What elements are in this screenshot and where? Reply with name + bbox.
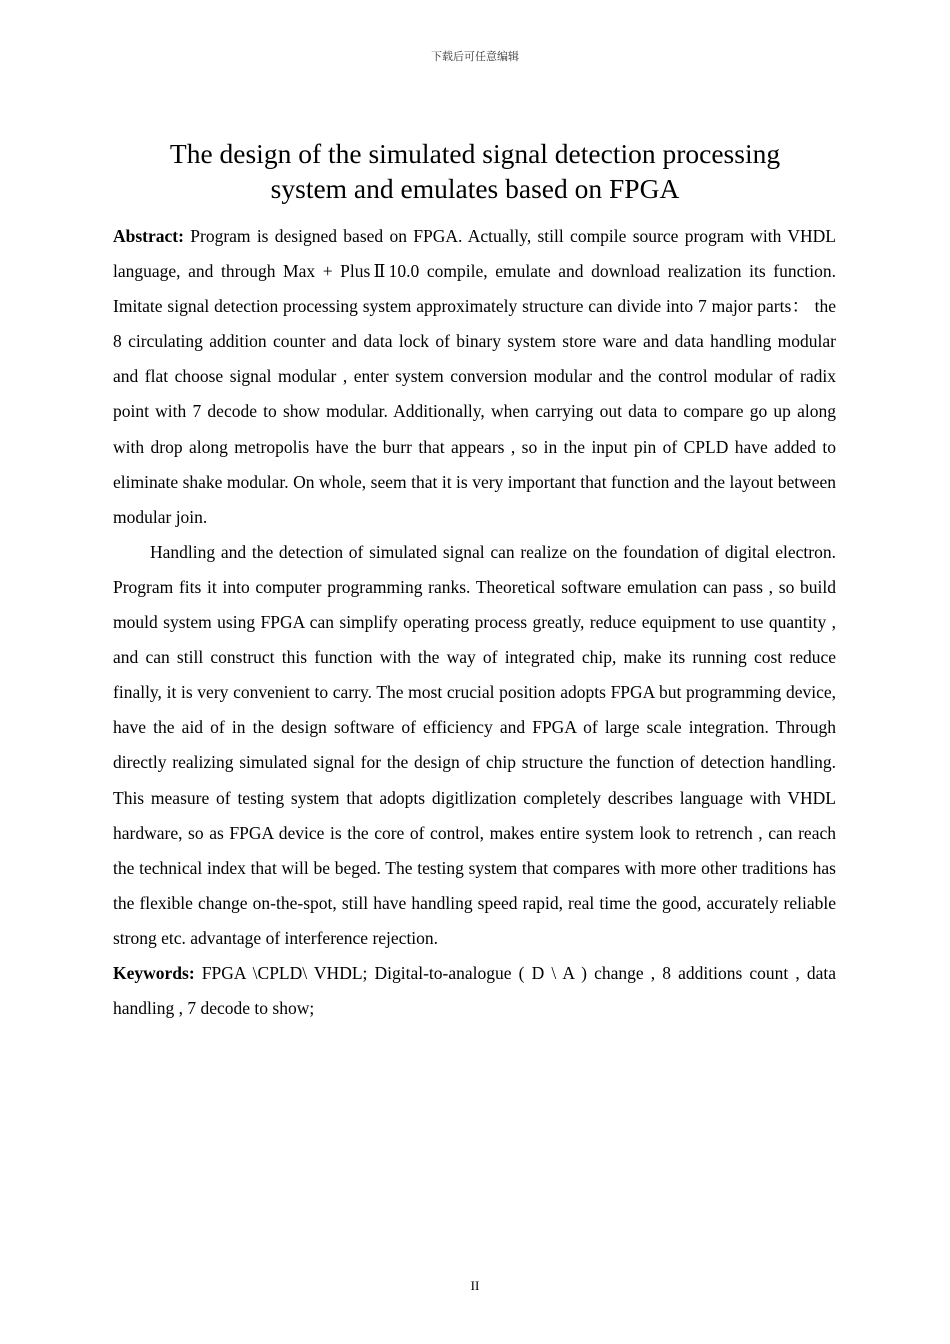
keywords-paragraph xyxy=(113,956,836,1026)
document-body xyxy=(113,219,836,1026)
title-line-1: The design of the simulated signal detection processing xyxy=(169,138,781,169)
body-paragraph: Handling and the detection of simulated signal can realize on the foundation of digital electron. Program fits it into computer programming ranks. Theoretical software emulation can pass , so build mould system using FPGA can simplify operating process greatly, reduce equipment to use quantity , and can still construct this function with the way of integrated chip, make its running cost reduce finally, it is very convenient to carry. The most crucial position adopts FPGA but programming device, have the aid of in the design software of efficiency and FPGA of large scale integration. Through directly realizing simulated signal for the design of chip structure the function of detection handling. This measure of testing system that adopts digitlization completely describes language with VHDL hardware, so as FPGA device is the core of control, makes entire system look to retrench , can reach the technical index that will be beged. The testing system that compares with more other traditions has the flexible change on-the-spot, still have handling speed rapid, real time the good, accurately reliable strong etc. advantage of interference rejection. xyxy=(113,541,836,948)
header-note: 下载后可任意编辑 xyxy=(431,50,519,63)
abstract-paragraph xyxy=(113,219,836,535)
title-line-2: system and emulates based on FPGA xyxy=(270,173,680,204)
keywords-text: FPGA \CPLD\ VHDL; Digital-to-analogue ( D \ A ) change , 8 additions count , data handling , 7 decode to show; xyxy=(113,962,836,1019)
document-title xyxy=(113,136,837,206)
keywords-label: Keywords: xyxy=(113,962,195,983)
page-number: II xyxy=(470,1278,480,1293)
abstract-label: Abstract: xyxy=(113,226,184,246)
abstract-text: Program is designed based on FPGA. Actually, still compile source program with VHDL language, and through Max + PlusⅡ10.0 compile, emulate and download realization its function. Imitate signal detection processing system approximately structure can divide into 7 major parts： the 8 circulating addition counter and data lock of binary system store ware and data handling modular and flat choose signal modular , enter system conversion modular and the control modular of radix point with 7 decode to show modular. Additionally, when carrying out data to compare go up along with drop along metropolis have the burr that appears , so in the input pin of CPLD have added to eliminate shake modular. On whole, seem that it is very important that function and the layout between modular join. xyxy=(113,226,836,527)
